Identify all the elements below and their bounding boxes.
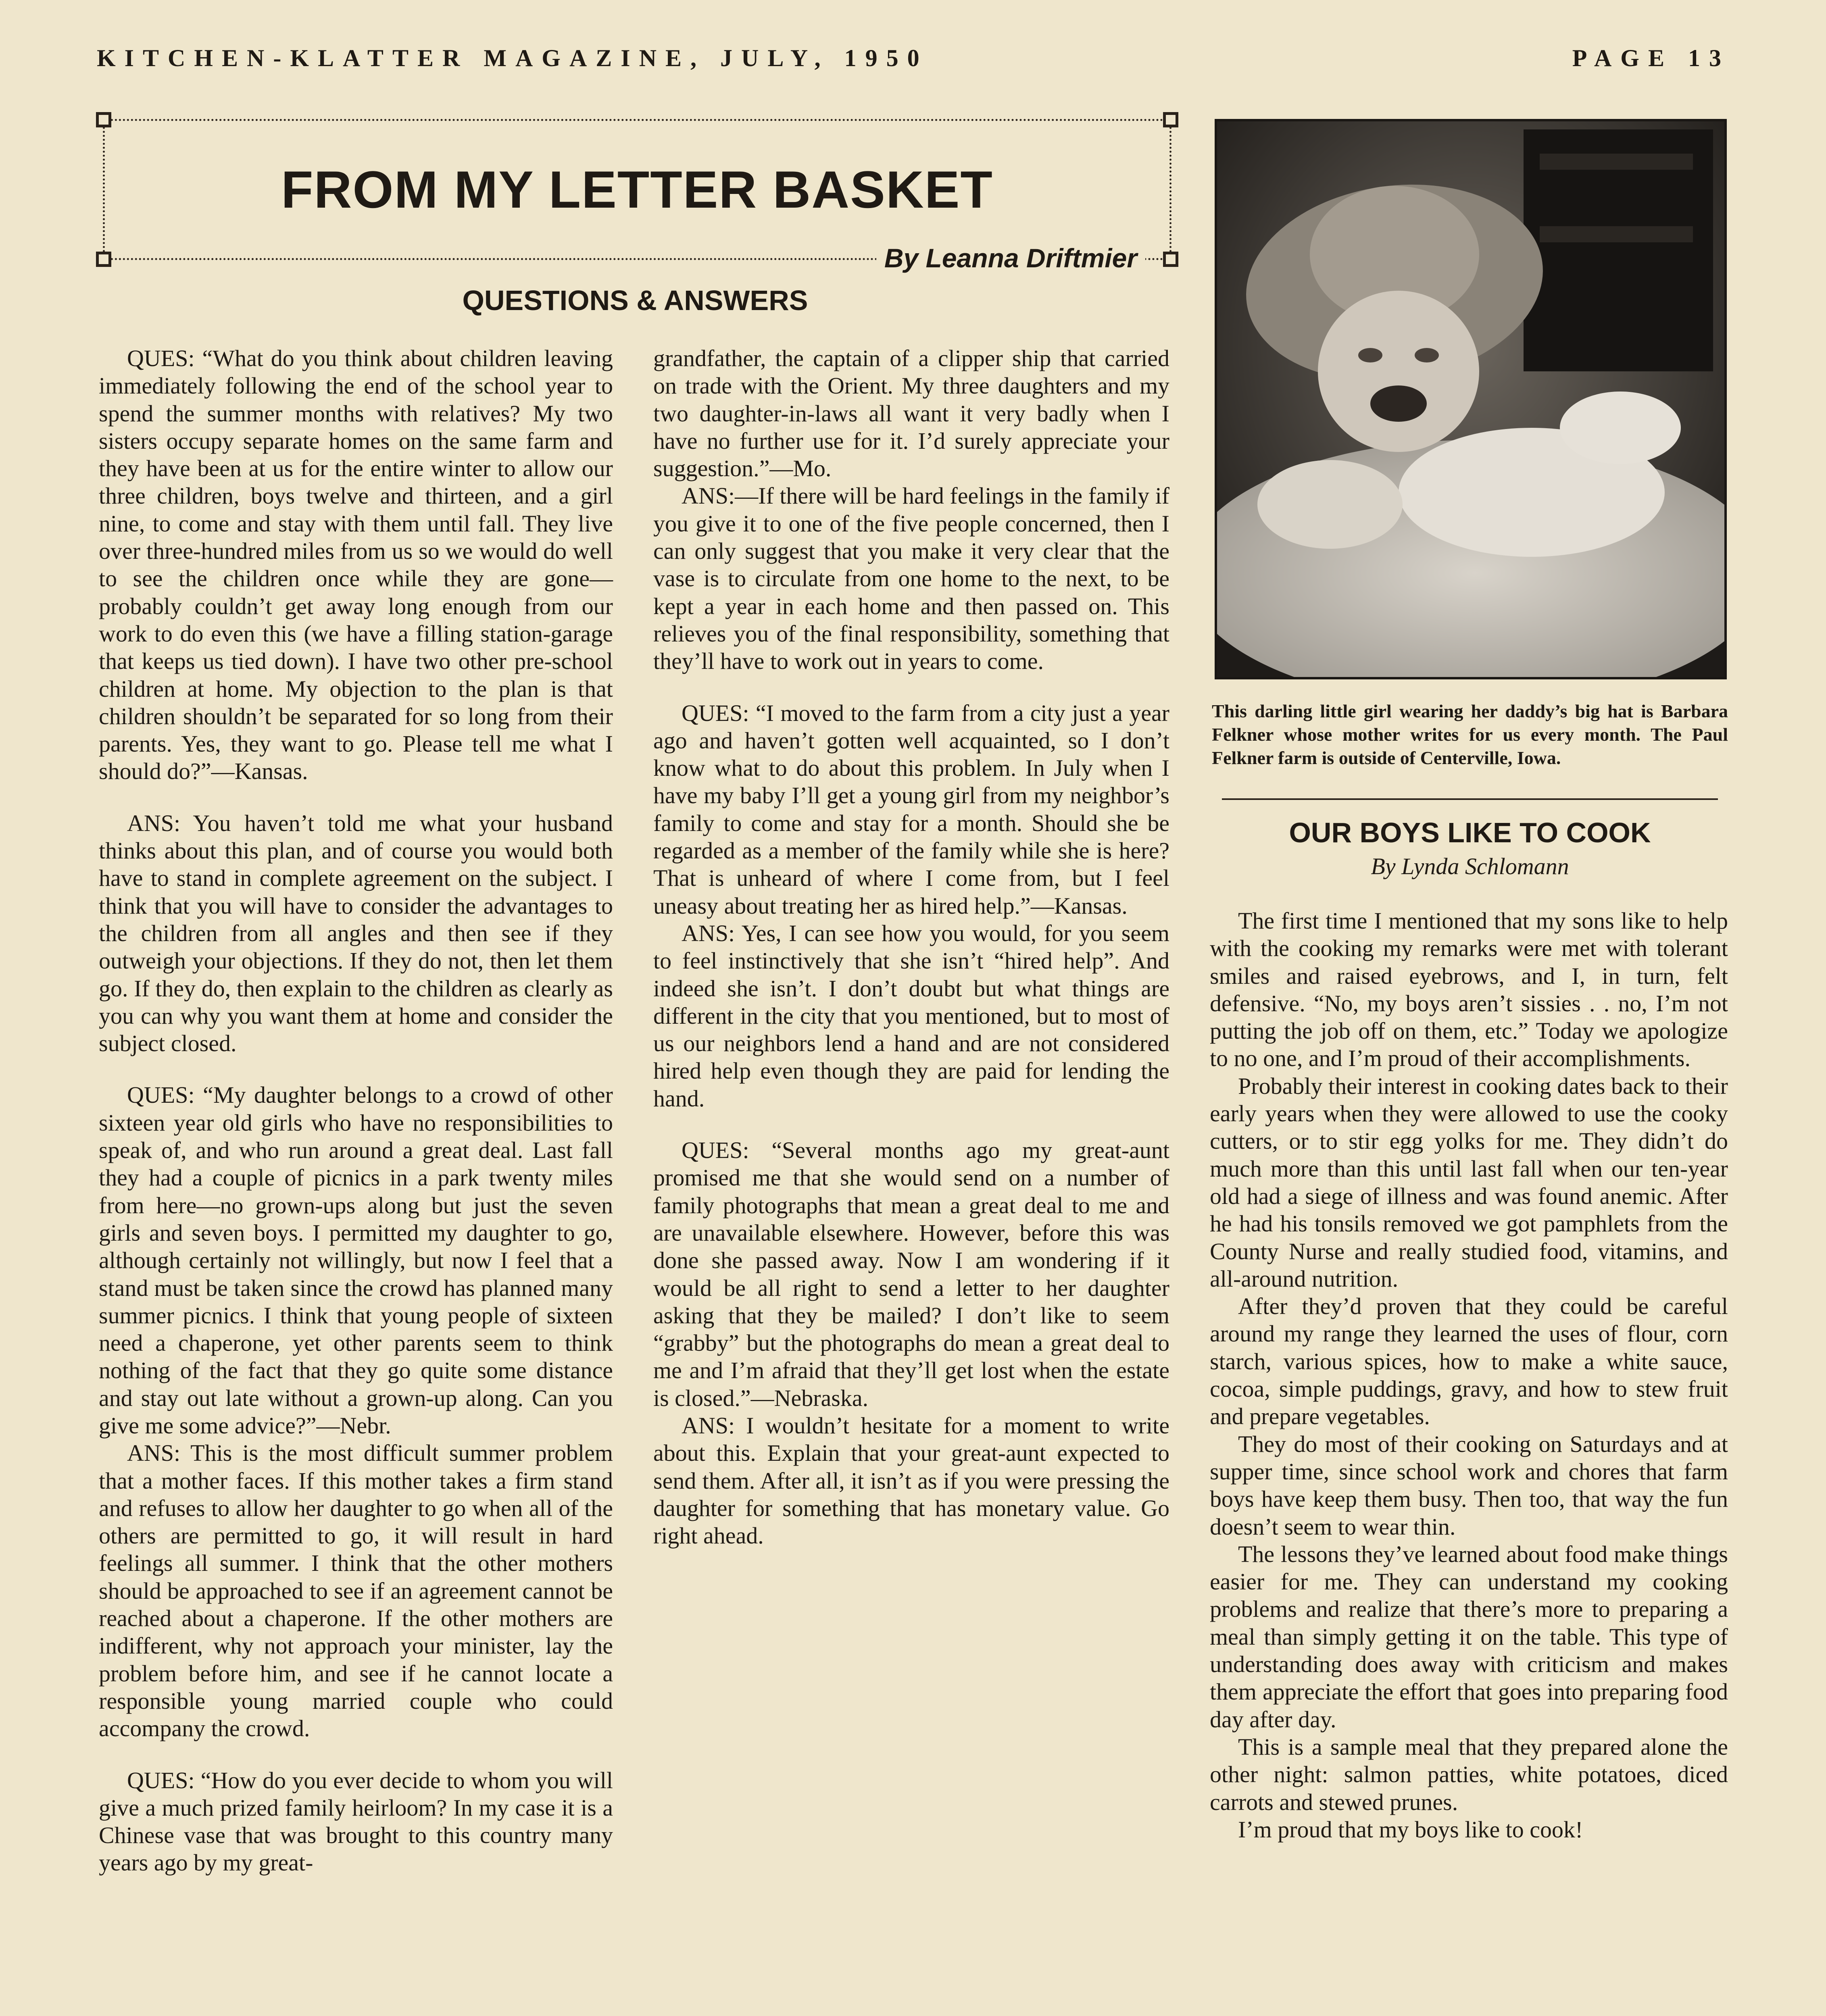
column-3: [1210, 907, 1728, 1843]
paragraph: QUES: “What do you think about children leaving immediately following the end of the school year to spend the summer months with relatives? My two sisters occupy separate homes on the same farm and they have been at us for the entire winter to allow our three children, boys twelve and thirteen, and a girl nine, to come and stay with them until fall. They live over three-hundred miles from us so we would do well to see the children once while they are gone—probably couldn’t get away long enough from our work to do even this (we have a filling station-garage that keeps us tied down). I have two other pre-school children at home. My objection to the plan is that children shouldn’t be separated for so long from their parents. Yes, they want to go. Please tell me what I should do?”—Kansas.: [99, 345, 613, 785]
paragraph: QUES: “I moved to the farm from a city just a year ago and haven’t gotten well acquainted, so I don’t know what to do about this problem. In July when I have my baby I’ll get a young girl from my neighbor’s family to come and stay for a month. Should she be regarded as a member of the family while she is here? That is unheard of where I come from, but I feel uneasy about treating her as hired help.”—Kansas.: [653, 700, 1169, 919]
paragraph: The first time I mentioned that my sons like to help with the cooking my remarks were met with tolerant smiles and raised eyebrows, and I, in turn, felt defensive. “No, my boys aren’t sissies . . no, I’m not putting the job off on them, etc.” Today we apologize to no one, and I’m proud of their accomplishments.: [1210, 908, 1728, 1072]
feature-title: FROM MY LETTER BASKET: [281, 160, 993, 219]
baby-photo-image: [1217, 121, 1724, 677]
paragraph: QUES: “Several months ago my great-aunt promised me that she would send on a number of family photographs that mean a great deal to me and are unavailable elsewhere. However, before this was done she passed away. Now I am wondering if it would be all right to send a letter to her daughter asking that they be mailed? I don’t like to seem “grabby” but the photographs do mean a great deal to me and I’m afraid that they’ll get lost when the estate is closed.”—Nebraska.: [653, 1137, 1169, 1411]
article-byline: By Lynda Schlomann: [1371, 853, 1569, 879]
page-number: PAGE 13: [1572, 45, 1730, 71]
feature-title-box: [103, 119, 1171, 273]
photo-caption: This darling little girl wearing her daddy’s big hat is Barbara Felkner whose mother writes for us every month. The Paul Felkner farm is outside of Centerville, Iowa.: [1212, 701, 1728, 768]
corner-ornament: [1163, 252, 1178, 267]
paragraph: This is a sample meal that they prepared alone the other night: salmon patties, white potatoes, diced carrots and stewed prunes.: [1210, 1733, 1728, 1815]
magazine-title: KITCHEN-KLATTER MAGAZINE, JULY, 1950: [97, 45, 928, 71]
paragraph: QUES: “My daughter belongs to a crowd of other sixteen year old girls who have no responsibilities to speak of, and who run around a great deal. Last fall they had a couple of picnics in a park twenty miles from here—no grown-ups along but just the seven girls and seven boys. I permitted my daughter to go, although certainly not willingly, but now I feel that a stand must be taken since the crowd has planned many summer picnics. I think that young people of sixteen need a chaperone, yet other parents seem to think nothing of the fact that they go quite some distance and stay out late without a grown-up along. Can you give me some advice?”—Nebr.: [99, 1082, 613, 1439]
article-title: OUR BOYS LIKE TO COOK: [1289, 817, 1651, 848]
paragraph: ANS: I wouldn’t hesitate for a moment to write about this. Explain that your great-aunt expected to send them. After all, it isn’t as if you were pressing the daughter for something that has monetary value. Go right ahead.: [653, 1412, 1169, 1549]
paragraph: ANS:—If there will be hard feelings in the family if you give it to one of the five people concerned, then I can only suggest that you make it very clear that the vase is to circulate from one home to the next, to be kept a year in each home and then passed on. This relieves you of the final responsibility, something that they’ll have to work out in years to come.: [653, 483, 1169, 675]
paragraph: ANS: You haven’t told me what your husband thinks about this plan, and of course you would both have to stand in complete agreement on the subject. I think that you will have to consider the advantages to the children from all angles and then see if they outweigh your objections. If they do not, then let them go. If they do, then explain to the children as clearly as you can why you want them at home and consider the subject closed.: [99, 810, 613, 1057]
divider-rule: [1222, 798, 1718, 800]
paragraph: ANS: Yes, I can see how you would, for you seem to feel instinctively that she isn’t “hired help”. And indeed she isn’t. I don’t doubt but what things are different in the city that you mentioned, but to most of us our neighbors lend a hand and are not considered hired help even though they are paid for lending the hand.: [653, 920, 1169, 1112]
feature-byline: By Leanna Driftmier: [876, 243, 1145, 273]
paragraph: They do most of their cooking on Saturdays and at supper time, since school work and chores that farm boys have keep them busy. Then too, that way the fun doesn’t seem to wear thin.: [1210, 1431, 1728, 1540]
paragraph: ANS: This is the most difficult summer problem that a mother faces. If this mother takes a firm stand and refuses to allow her daughter to go when all of the others are permitted to go, it will result in hard feelings all summer. I think that the other mothers should be approached to see if an agreement cannot be reached about a chaperone. If the other mothers are indifferent, why not approach your minister, lay the problem before him, and see if he cannot locate a responsible young married couple who could accompany the crowd.: [99, 1440, 613, 1742]
paragraph: After they’d proven that they could be careful around my range they learned the uses of flour, corn starch, various spices, how to make a white sauce, cocoa, simple puddings, gravy, and how to stew fruit and prepare vegetables.: [1210, 1293, 1728, 1430]
baby-photo: [1215, 119, 1727, 679]
column-2: [653, 345, 1169, 1549]
paragraph: QUES: “How do you ever decide to whom you will give a much prized family heirloom? In my case it is a Chinese vase that was brought to this country many years ago by my great-: [99, 1767, 613, 1876]
paragraph: grandfather, the captain of a clipper ship that carried on trade with the Orient. My three daughters and my two daughter-in-laws all want it very badly when I have no further use for it. I’d surely appreciate your suggestion.”—Mo.: [653, 345, 1169, 482]
corner-ornament: [96, 112, 111, 127]
paragraph: I’m proud that my boys like to cook!: [1238, 1816, 1583, 1843]
section-heading: QUESTIONS & ANSWERS: [462, 285, 808, 316]
corner-ornament: [1163, 112, 1178, 127]
paragraph: Probably their interest in cooking dates back to their early years when they were allowed to use the cooky cutters, or to stir egg yolks for me. They didn’t do much more than this until last fall when our ten-year old had a siege of illness and was found anemic. After he had his tonsils removed we got pamphlets from the County Nurse and really studied food, vitamins, and all-around nutrition.: [1210, 1073, 1728, 1292]
page-header: [97, 44, 1730, 85]
paragraph: The lessons they’ve learned about food make things easier for me. They can understand my cooking problems and realize that there’s more to preparing a meal than simply getting it on the table. This type of understanding does away with criticism and makes them appreciate the effort that goes into preparing food day after day.: [1210, 1541, 1728, 1733]
corner-ornament: [96, 252, 111, 267]
column-1: [99, 345, 613, 1877]
